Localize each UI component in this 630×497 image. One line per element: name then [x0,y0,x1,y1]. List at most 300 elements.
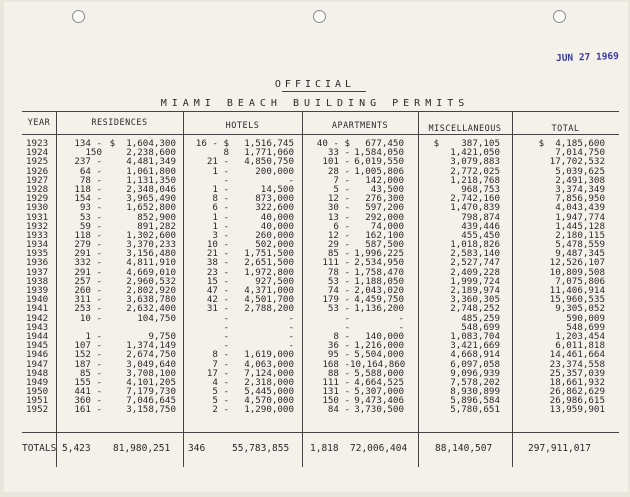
title-official: OFFICIAL [274,79,356,90]
table-cell: 134 - [74,138,102,149]
table-cell: - [223,312,229,324]
totals-hotels-value: 55,783,855 [232,443,290,454]
table-cell: 13 - [327,211,350,223]
table-cell: 59 - [79,220,102,232]
table-cell: 26,986,615 [549,395,605,407]
miscellaneous-column [422,139,500,415]
table-cell: - [223,330,229,342]
table-cell: 4 - [212,376,229,388]
table-cell: 1949 [26,376,49,388]
table-cell: 5,445,000 [244,386,294,398]
table-cell: 6 - [212,202,229,214]
table-cell: 873,000 [255,193,294,205]
table-cell: 1943 [26,321,49,333]
totals-grand-total: 297,911,017 [528,443,591,454]
table-cell: 5,588,000 [354,367,404,379]
totals-residences-value: 81,980,251 [113,443,171,454]
table-cell: 1,516,745 [244,138,294,149]
punch-hole [313,10,326,23]
table-cell: 3,421,669 [450,340,500,352]
table-cell: 1,203,454 [555,330,605,342]
column-divider [512,111,513,467]
header-total: TOTAL [551,124,580,134]
table-cell: 4,669,010 [126,266,176,278]
table-cell: 150 [85,147,102,159]
table-cell: 2 - [212,404,229,416]
table-cell: 3,156,480 [126,248,176,260]
table-cell: 1929 [26,193,49,205]
totals-miscellaneous: 88,140,507 [435,443,493,454]
table-cell: 1 - [212,211,229,223]
table-cell: 548,699 [566,321,605,333]
table-cell: 502,000 [255,239,294,251]
totals-hotels-count: 346 [188,443,206,454]
table-cell: - [223,174,229,186]
table-cell: 1951 [26,395,49,407]
table-cell: 1937 [26,266,49,278]
table-cell: 5,504,000 [354,349,404,361]
column-divider [183,111,184,467]
table-cell: 2,674,750 [126,349,176,361]
table-cell: 1938 [26,275,49,287]
table-cell: 1940 [26,294,49,306]
table-cell: 9,305,052 [555,303,605,315]
table-cell: 12 - [327,193,350,205]
table-cell: 5,478,559 [555,239,605,251]
table-cell: 12,526,107 [549,257,605,269]
table-cell: 3,049,640 [126,358,176,370]
table-cell: 7,856,950 [555,193,605,205]
table-cell: 3,370,233 [126,239,176,251]
table-cell: 2,748,252 [450,303,500,315]
table-cell: 1,758,470 [354,266,404,278]
table-cell: 7,075,806 [555,275,605,287]
table-cell: 78 - [327,266,350,278]
table-cell: 1934 [26,239,49,251]
table-cell: 3,730,500 [354,404,404,416]
table-cell: 26,862,629 [549,386,605,398]
table-cell: 5,039,625 [555,165,605,177]
table-cell: 1,771,060 [244,147,294,159]
table-cell: 891,282 [137,220,176,232]
table-cell: 36 - [327,340,350,352]
table-cell: 1933 [26,229,49,241]
table-cell: 311 - [74,294,102,306]
table-cell: 1946 [26,349,49,361]
year-column [26,139,56,415]
table-cell: 2,802,920 [126,285,176,296]
table-cell: 168 - [322,358,350,370]
table-cell: 2,960,532 [126,275,176,287]
table-cell: 485,259 [461,312,500,324]
table-cell: 1,972,800 [244,266,294,278]
table-cell: 439,446 [461,220,500,232]
table-cell: 10,809,508 [549,266,605,278]
table-cell: - [223,340,229,352]
table-cell: 7 - [333,174,350,186]
table-cell: - [288,312,294,324]
hotels-count-column [185,139,229,415]
table-cell: 548,699 [461,321,500,333]
table-cell: 6,019,550 [354,156,404,168]
table-cell: 93 - [79,202,102,214]
table-cell: 257 - [74,275,102,287]
table-cell: - [344,321,350,333]
table-cell: 18,661,932 [549,376,605,388]
table-cell: 590,009 [566,312,605,324]
table-cell: 1935 [26,248,49,260]
table-cell: 927,500 [255,275,294,287]
table-cell: 1,216,000 [354,340,404,352]
table-cell: 597,200 [365,202,404,214]
table-cell: 1,947,774 [555,211,605,223]
residences-value-column [104,139,176,415]
table-cell: 1,996,225 [354,248,404,260]
table-cell: - [344,312,350,324]
table-cell: 40,000 [260,220,294,232]
table-cell: 1952 [26,404,49,416]
table-cell: 104,750 [137,312,176,324]
table-cell: 4,570,000 [244,395,294,407]
table-cell: 7 - [212,358,229,370]
table-cell: 1 - [212,183,229,195]
table-cell: 9,473,406 [354,395,404,407]
table-cell: 4,501,700 [244,294,294,306]
apartments-count-column [304,139,350,415]
table-cell: - [223,321,229,333]
table-cell: 677,450 [365,138,404,149]
table-cell: - [288,174,294,186]
table-cell: 64 - [79,165,102,177]
table-cell: 4,664,525 [354,376,404,388]
title-underline [282,91,366,92]
table-cell: 7,578,202 [450,376,500,388]
header-hotels: HOTELS [225,121,260,131]
column-divider [56,111,57,467]
table-cell: 260,000 [255,229,294,241]
table-cell: - [398,321,404,333]
table-cell: 1950 [26,386,49,398]
table-cell: 1,136,200 [354,303,404,315]
table-cell: 21 - [206,248,229,260]
table-cell: 28 - [327,165,350,177]
table-cell: 38 - [206,257,229,269]
table-cell: 3 - [212,229,229,241]
table-cell: 441 - [74,386,102,398]
table-cell: 4,101,205 [126,376,176,388]
table-cell: 1,188,050 [354,275,404,287]
table-cell: 4,371,000 [244,285,294,296]
totals-residences-count: 5,423 [62,443,91,454]
table-cell: 23,374,558 [549,358,605,370]
table-title: MIAMI BEACH BUILDING PERMITS [160,98,470,109]
apartments-value-column [350,139,404,415]
table-cell: 10,164,860 [350,358,406,370]
table-cell: 111 - [322,376,350,388]
table-cell: 179 - [322,294,350,306]
table-cell: 40,000 [260,211,294,223]
table-cell: 332 - [74,257,102,269]
table-cell: $ 387,105 [433,138,500,149]
table-cell: 852,900 [137,211,176,223]
header-miscellaneous: MISCELLANEOUS [428,124,502,134]
punch-hole [553,10,566,23]
table-cell: 5 - [212,395,229,407]
table-cell: 53 - [79,211,102,223]
table-cell: 1932 [26,220,49,232]
table-cell: 2,534,950 [354,257,404,269]
table-cell: 85 - [79,367,102,379]
table-cell: 154 - [74,193,102,205]
table-cell: 21 - [206,156,229,168]
table-cell: 1,470,839 [450,202,500,214]
date-stamp: JUN 27 1969 [555,50,620,65]
table-cell: 162,100 [365,229,404,241]
header-bottom-rule [22,134,619,135]
table-cell: 42 - [206,294,229,306]
table-cell: 1 - [212,165,229,177]
table-cell: 15 - [206,275,229,287]
table-cell: 6,011,818 [555,340,605,352]
table-cell: 1,083,704 [450,330,500,342]
table-cell: 455,450 [461,229,500,241]
header-apartments: APARTMENTS [331,121,389,131]
table-cell: 53 - [327,275,350,287]
table-cell: 5,896,584 [450,395,500,407]
header-year: YEAR [27,118,51,128]
table-cell: 2,318,000 [244,376,294,388]
table-cell: 1,652,800 [126,202,176,214]
table-cell: 1,005,806 [354,165,404,177]
table-cell: 1,751,500 [244,248,294,260]
table-cell: 1927 [26,174,49,186]
total-column [517,139,605,415]
table-cell: 10 - [79,312,102,324]
table-cell: 5,780,651 [450,404,500,416]
table-cell: 7,179,730 [126,386,176,398]
table-cell: - [398,312,404,324]
table-cell: 5 - [212,386,229,398]
table-cell: 360 - [74,395,102,407]
table-cell: 798,874 [461,211,500,223]
table-cell: 200,000 [255,165,294,177]
table-cell: 8 [223,147,229,159]
table-cell: 23 - [206,266,229,278]
table-cell: $ 1,604,300 [109,138,176,149]
table-cell: 1930 [26,202,49,214]
table-cell: 291 - [74,248,102,260]
totals-apartments-count: 1,818 [310,443,339,454]
table-cell: 1,218,768 [450,174,500,186]
table-cell: 43,500 [370,183,404,195]
table-cell: 15,960,535 [549,294,605,306]
table-cell: 12 - [327,229,350,241]
table-cell: 13,959,901 [549,404,605,416]
table-cell: 9,750 [148,330,176,342]
table-cell: 4,459,750 [354,294,404,306]
table-cell: 1924 [26,147,49,159]
table-cell: 2,238,600 [126,147,176,159]
table-cell: 25,357,039 [549,367,605,379]
table-cell: 3,374,349 [555,183,605,195]
table-cell: 155 - [74,376,102,388]
table-cell: 2,772,025 [450,165,500,177]
table-cell: 33 - [327,147,350,159]
table-cell: 84 - [327,404,350,416]
table-cell: 3,965,490 [126,193,176,205]
table-cell: 4,668,914 [450,349,500,361]
table-cell: 1923 [26,138,49,149]
table-cell: 11,406,914 [549,285,605,296]
hotels-value-column [230,139,294,415]
table-cell: 2,180,115 [555,229,605,241]
table-cell: 2,348,046 [126,183,176,195]
table-cell: 3,360,305 [450,294,500,306]
table-cell: 1945 [26,340,49,352]
table-cell: - [288,321,294,333]
table-cell: 3,079,883 [450,156,500,168]
table-cell: 4,481,349 [126,156,176,168]
table-cell: 95 - [327,349,350,361]
table-cell: 6 - [333,220,350,232]
table-cell: 1925 [26,156,49,168]
table-cell: 2,632,400 [126,303,176,315]
table-cell: 1942 [26,312,49,324]
table-cell: 6,097,058 [450,358,500,370]
table-cell: 4,811,910 [126,257,176,269]
table-cell: 2,651,500 [244,257,294,269]
table-cell: 1939 [26,285,49,296]
table-cell: - [288,330,294,342]
table-cell: 1926 [26,165,49,177]
table-cell: 1,374,149 [126,340,176,352]
table-cell: 1 - [212,220,229,232]
table-cell: 1948 [26,367,49,379]
table-cell: 5,307,000 [354,386,404,398]
table-cell: 1,619,000 [244,349,294,361]
table-cell: 1944 [26,330,49,342]
table-cell: 10 - [206,239,229,251]
table-cell: 78 - [79,174,102,186]
column-divider [302,111,303,467]
table-cell: 140,000 [365,330,404,342]
table-cell: 2,491,308 [555,174,605,186]
table-cell: 1936 [26,257,49,269]
table-cell: 4,063,000 [244,358,294,370]
table-cell: 1,302,600 [126,229,176,241]
table-cell: 1,018,826 [450,239,500,251]
table-cell: 2,788,200 [244,303,294,315]
table-cell: 8 - [212,349,229,361]
table-cell: 2,409,228 [450,266,500,278]
table-cell: 16 - $ [195,138,229,149]
table-cell: 150 - [322,395,350,407]
table-cell: 237 - [74,156,102,168]
table-cell: 187 - [74,358,102,370]
table-cell: 322,600 [255,202,294,214]
table-cell: 88 - [327,367,350,379]
table-cell: 253 - [74,303,102,315]
table-cell: 111 - [322,257,350,269]
table-cell: 107 - [74,340,102,352]
table-cell: 17 - [206,367,229,379]
table-cell: 3,638,780 [126,294,176,306]
table-cell: 1,131,350 [126,174,176,186]
table-cell: 3,708,100 [126,367,176,379]
table-cell: 5 - [333,183,350,195]
table-cell: 31 - [206,303,229,315]
table-cell: 1941 [26,303,49,315]
table-cell: 260 - [74,285,102,296]
header-residences: RESIDENCES [91,118,148,128]
table-cell: 101 - [322,156,350,168]
punch-hole [72,10,85,23]
table-cell: 276,300 [365,193,404,205]
table-cell: 968,753 [461,183,500,195]
table-cell: 1,999,724 [450,275,500,287]
table-cell: 587,500 [365,239,404,251]
table-cell: $ 4,185,600 [538,138,605,149]
table-cell: 1947 [26,358,49,370]
table-cell: 1 - [85,330,102,342]
table-cell: 3,158,750 [126,404,176,416]
table-cell: 1,421,050 [450,147,500,159]
table-top-rule [22,111,619,112]
table-cell: 279 - [74,239,102,251]
table-cell: 14,461,664 [549,349,605,361]
table-cell: 4,043,439 [555,202,605,214]
table-cell: 161 - [74,404,102,416]
table-cell: 4,850,750 [244,156,294,168]
table-cell: 14,500 [260,183,294,195]
table-cell: 1,061,800 [126,165,176,177]
table-cell: 74 - [327,285,350,296]
table-cell: 152 - [74,349,102,361]
table-cell: 85 - [327,248,350,260]
totals-label: TOTALS [22,443,57,454]
table-cell: 2,043,020 [354,285,404,296]
table-cell: 74,000 [370,220,404,232]
table-cell: 47 - [206,285,229,296]
table-cell: 2,583,140 [450,248,500,260]
column-divider [418,111,419,467]
table-cell: 8,930,899 [450,386,500,398]
table-cell: 1,584,050 [354,147,404,159]
table-cell: 17,702,532 [549,156,605,168]
table-cell: 30 - [327,202,350,214]
table-cell: 2,189,974 [450,285,500,296]
table-cell: 1,290,000 [244,404,294,416]
table-cell: 1931 [26,211,49,223]
table-cell: 291 - [74,266,102,278]
table-cell: 131 - [322,386,350,398]
table-cell: 7,046,645 [126,395,176,407]
table-cell: 292,000 [365,211,404,223]
totals-top-rule [22,432,619,433]
table-cell: 7,124,000 [244,367,294,379]
table-cell: 7,014,750 [555,147,605,159]
table-cell: 53 - [327,303,350,315]
table-cell: 8 - [212,193,229,205]
table-cell: 40 - $ [316,138,350,149]
table-cell: 142,000 [365,174,404,186]
table-cell: 118 - [74,183,102,195]
table-cell: 9,487,345 [555,248,605,260]
table-cell: 118 - [74,229,102,241]
table-cell: 9,096,939 [450,367,500,379]
table-cell: 1,445,128 [555,220,605,232]
table-cell: 8 - [333,330,350,342]
